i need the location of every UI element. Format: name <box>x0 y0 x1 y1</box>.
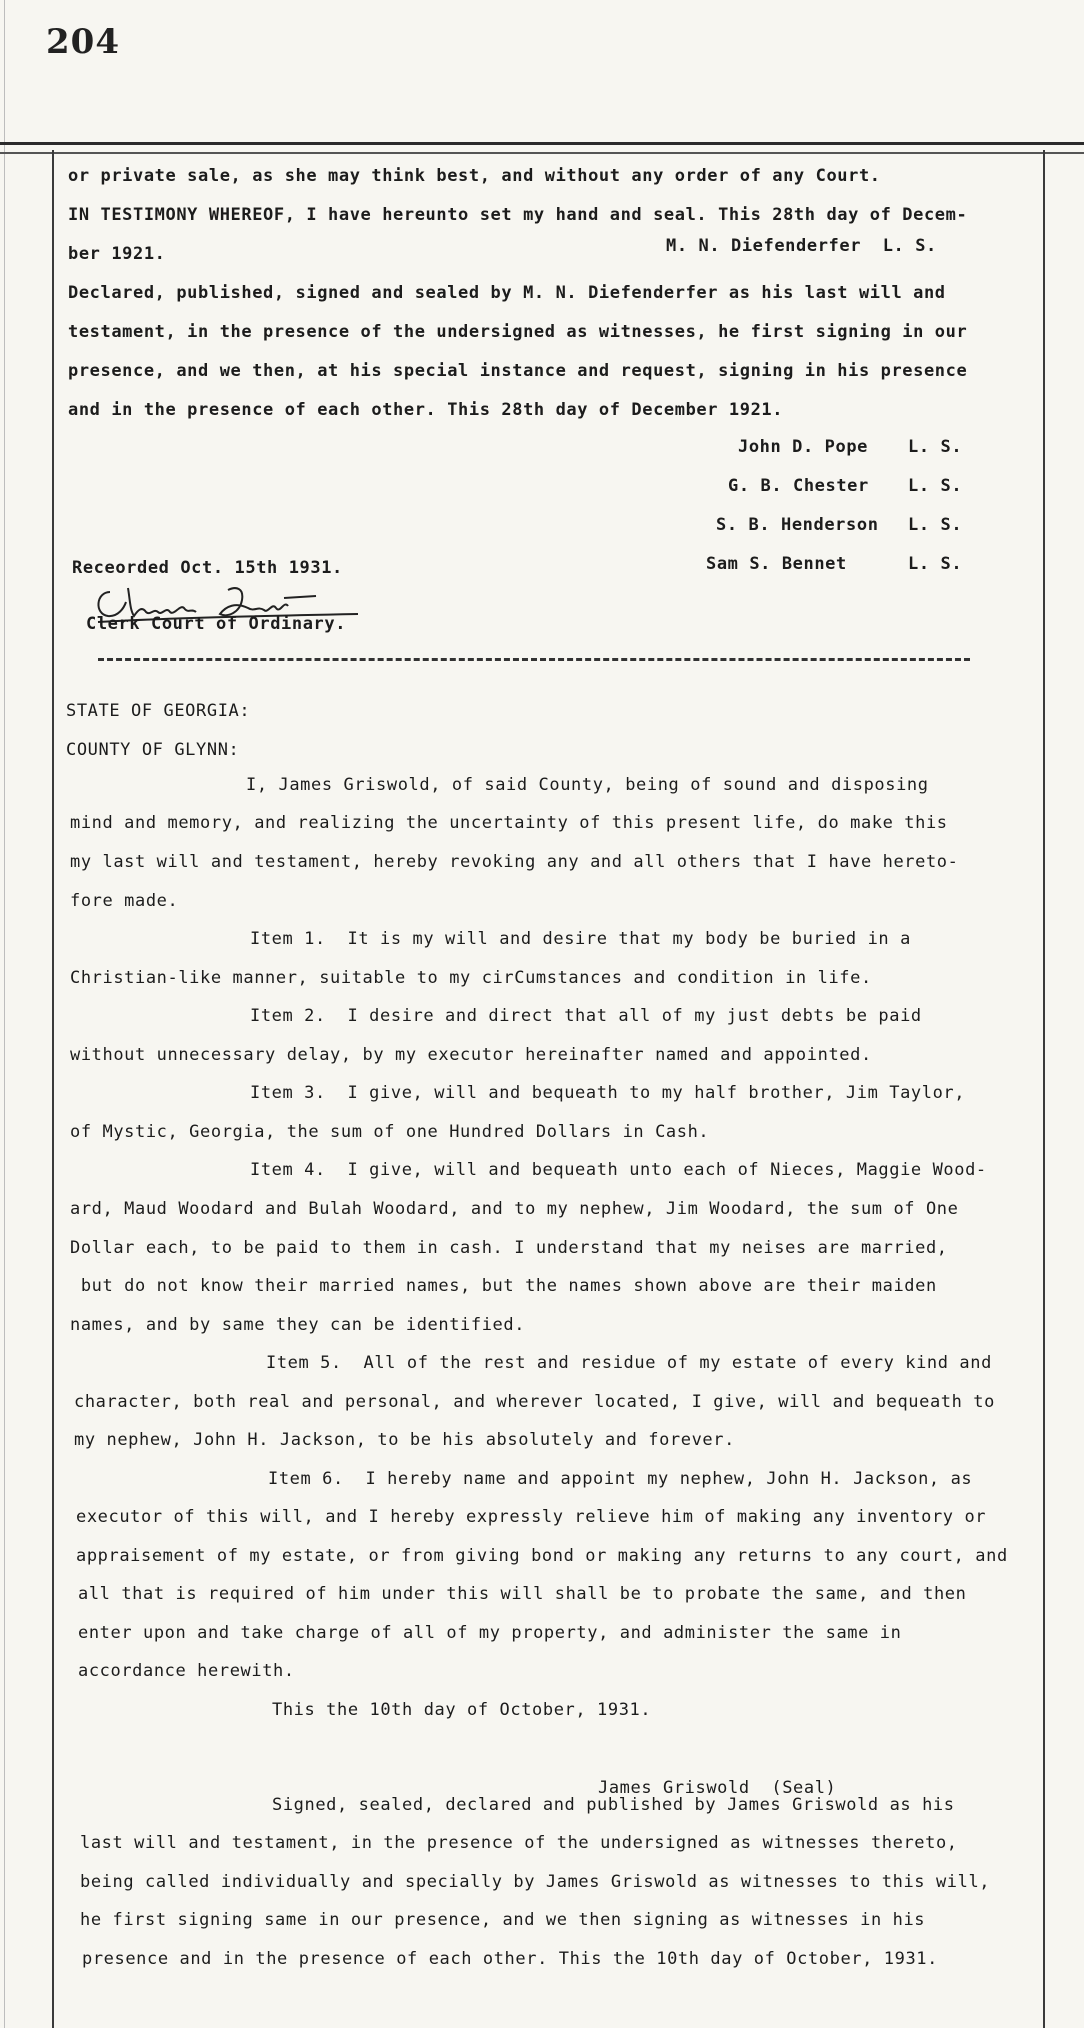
witness-name: G. B. Chester <box>728 476 869 496</box>
will-line: character, both real and personal, and wherever located, I give, will and bequeath to <box>74 1392 995 1412</box>
attestation-line: being called individually and specially by James Griswold as witnesses to this will, <box>80 1872 991 1892</box>
testator-signature-line: M. N. Diefenderfer L. S. <box>666 236 937 256</box>
witness-ls: L. S. <box>908 515 963 535</box>
section-separator <box>98 658 970 661</box>
will-item-line: Item 5. All of the rest and residue of my estate of every kind and <box>266 1353 992 1373</box>
will-heading-county: COUNTY OF GLYNN: <box>66 740 240 760</box>
will-item-line: Item 4. I give, will and bequeath unto each of Nieces, Maggie Wood- <box>250 1160 987 1180</box>
attestation-line: he first signing same in our presence, and we then signing as witnesses in his <box>80 1910 926 1930</box>
will-line: my last will and testament, hereby revoking any and all others that I have hereto- <box>70 852 959 872</box>
will-line: I, James Griswold, of said County, being of sound and disposing <box>246 775 929 795</box>
text-line: or private sale, as she may think best, and without any order of any Court. <box>68 166 881 186</box>
text-line: presence, and we then, at his special instance and request, signing in his presence <box>68 361 968 381</box>
will-date-line: This the 10th day of October, 1931. <box>272 1700 652 1720</box>
page-number: 204 <box>46 22 120 62</box>
will-line: without unnecessary delay, by my executor hereinafter named and appointed. <box>70 1045 872 1065</box>
will-line: Christian-like manner, suitable to my cirCumstances and condition in life. <box>70 968 872 988</box>
text-line: and in the presence of each other. This 28th day of December 1921. <box>68 400 784 420</box>
will-line: Dollar each, to be paid to them in cash. I understand that my neises are married, <box>70 1238 948 1258</box>
witness-name: John D. Pope <box>738 437 869 457</box>
will-line: accordance herewith. <box>78 1661 295 1681</box>
will-line: appraisement of my estate, or from giving bond or making any returns to any court, and <box>76 1546 1008 1566</box>
will-item-line: Item 6. I hereby name and appoint my nephew, John H. Jackson, as <box>268 1469 973 1489</box>
will-line: mind and memory, and realizing the uncertainty of this present life, do make this <box>70 813 948 833</box>
will-line: but do not know their married names, but the names shown above are their maiden <box>70 1276 937 1296</box>
text-line: ber 1921. <box>68 244 166 264</box>
text-line: testament, in the presence of the undersigned as witnesses, he first signing in our <box>68 322 968 342</box>
will-line: executor of this will, and I hereby expressly relieve him of making any inventory or <box>76 1507 987 1527</box>
will-line: ard, Maud Woodard and Bulah Woodard, and to my nephew, Jim Woodard, the sum of One <box>70 1199 959 1219</box>
header-rule-secondary <box>0 152 1084 154</box>
clerk-title: Clerk Court of Ordinary. <box>86 614 347 634</box>
attestation-line: presence and in the presence of each other. This the 10th day of October, 1931. <box>82 1949 938 1969</box>
will-line: names, and by same they can be identified. <box>70 1315 526 1335</box>
will-item-line: Item 2. I desire and direct that all of my just debts be paid <box>250 1006 922 1026</box>
will-item-line: Item 3. I give, will and bequeath to my half brother, Jim Taylor, <box>250 1083 966 1103</box>
attestation-line: Signed, sealed, declared and published by James Griswold as his <box>272 1795 955 1815</box>
witness-ls: L. S. <box>908 554 963 574</box>
witness-ls: L. S. <box>908 476 963 496</box>
right-margin-line <box>1043 150 1045 2028</box>
attestation-line: last will and testament, in the presence of the undersigned as witnesses thereto, <box>80 1833 958 1853</box>
will-item-line: Item 1. It is my will and desire that my body be buried in a <box>250 929 911 949</box>
will-line: my nephew, John H. Jackson, to be his absolutely and forever. <box>74 1430 735 1450</box>
text-line: Declared, published, signed and sealed by M. N. Diefenderfer as his last will and <box>68 283 946 303</box>
will-heading-state: STATE OF GEORGIA: <box>66 701 251 721</box>
recorded-date: Receorded Oct. 15th 1931. <box>72 558 343 578</box>
text-line: IN TESTIMONY WHEREOF, I have hereunto set my hand and seal. This 28th day of Decem- <box>68 205 968 225</box>
witness-name: Sam S. Bennet <box>706 554 847 574</box>
page-edge <box>4 0 5 2028</box>
will-line: enter upon and take charge of all of my property, and administer the same in <box>78 1623 902 1643</box>
left-margin-line <box>52 150 54 2028</box>
witness-ls: L. S. <box>908 437 963 457</box>
will-line: of Mystic, Georgia, the sum of one Hundred Dollars in Cash. <box>70 1122 710 1142</box>
will-line: fore made. <box>70 891 179 911</box>
witness-name: S. B. Henderson <box>716 515 879 535</box>
testator-signature: James Griswold (Seal) <box>598 1778 837 1798</box>
will-line: all that is required of him under this will shall be to probate the same, and then <box>78 1584 967 1604</box>
header-rule <box>0 142 1084 145</box>
